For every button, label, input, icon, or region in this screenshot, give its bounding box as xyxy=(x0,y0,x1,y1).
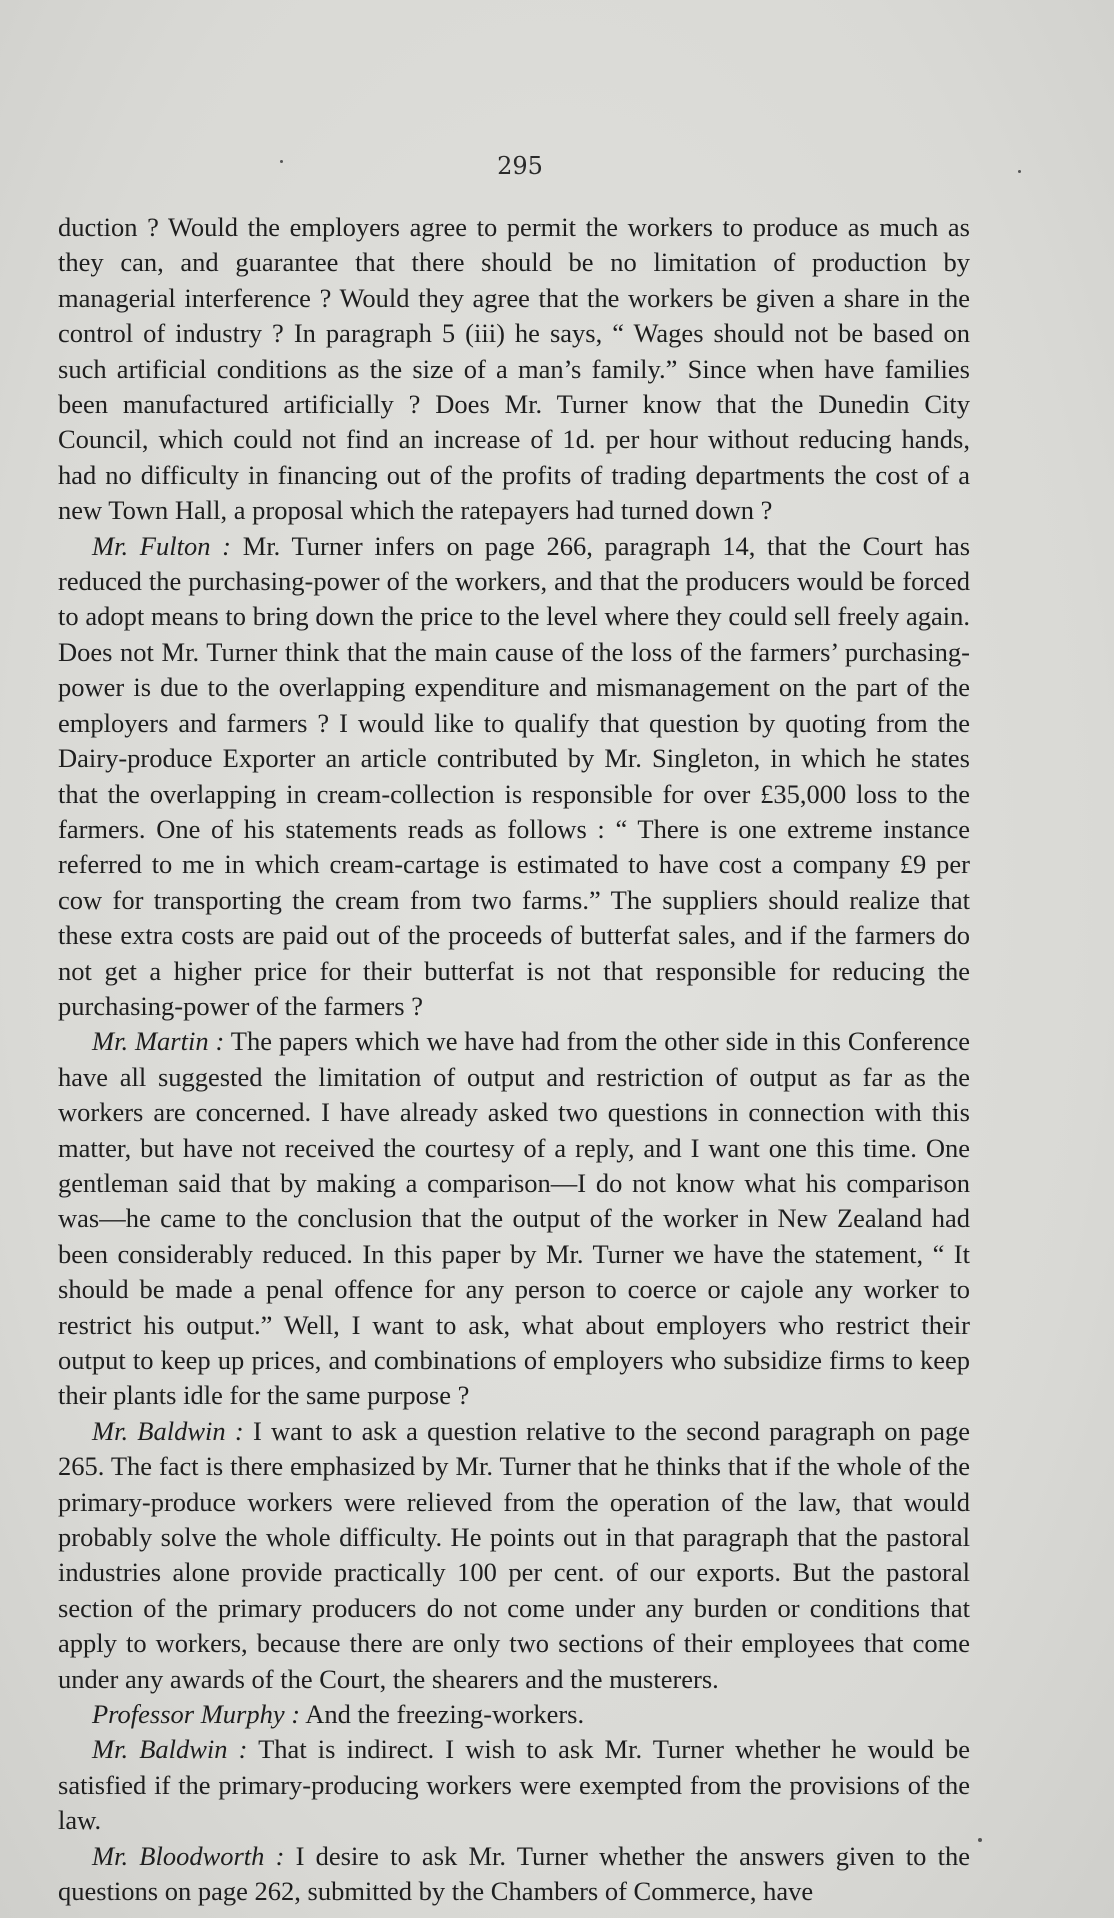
paragraph-fulton xyxy=(58,529,970,1025)
paragraph-text: I desire to ask Mr. Turner whether the answers given to the questions on page 262, submitted by the Chambers of Commerce, have xyxy=(58,1840,970,1907)
speaker-name: Mr. Fulton : xyxy=(92,530,232,561)
speaker-name: Mr. Martin : xyxy=(92,1026,225,1057)
speaker-name: Mr. Baldwin : xyxy=(92,1734,248,1765)
paragraph-text: duction ? Would the employers agree to permit the workers to produce as much as they can, and guarantee that there should be no limitation of production by managerial interference ? Would they agree that the workers be given a share in the control of industry ? In paragraph 5 (iii) he says, “ Wages should not be based on such artificial conditions as the size of a man’s family.” Since when have families been manufactured artificially ? Does Mr. Turner know that the Dunedin City Council, which could not find an increase of 1d. per hour without reducing hands, had no difficulty in financing out of the profits of trading departments the cost of a new Town Hall, a proposal which the ratepayers had turned down ? xyxy=(58,212,970,526)
paragraph-text: I want to ask a question relative to the second paragraph on page 265. The fact is there emphasized by Mr. Turner that he thinks that if the whole of the primary-produce workers were relieved from the operation of the law, that would probably solve the whole difficulty. He points out in that paragraph that the pastoral industries alone provide practically 100 per cent. of our exports. But the pastoral section of the primary producers do not come under any burden or conditions that apply to workers, because there are only two sections of their employees that come under any awards of the Court, the shearers and the musterers. xyxy=(58,1415,970,1694)
paper-speck xyxy=(280,160,283,163)
paragraph-text: The papers which we have had from the other side in this Conference have all suggested the limitation of output and restriction of output as far as the workers are concerned. I have already asked two questions in connection with this matter, but have not received the courtesy of a reply, and I want one this time. One gentleman said that by making a comparison—I do not know what his comparison was—he came to the conclusion that the output of the worker in New Zealand had been considerably reduced. In this paper by Mr. Turner we have the statement, “ It should be made a penal offence for any person to coerce or cajole any worker to restrict his output.” Well, I want to ask, what about employers who restrict their output to keep up prices, and combinations of employers who subsidize firms to keep their plants idle for the same purpose ? xyxy=(58,1026,970,1411)
speaker-name: Professor Murphy : xyxy=(92,1699,301,1730)
paragraph-text: Mr. Turner infers on page 266, paragraph 14, that the Court has reduced the purchasing-power of the workers, and that the producers would be forced to adopt means to bring down the price to the level where they could sell freely again. Does not Mr. Turner think that the main cause of the loss of the farmers’ purchasing-power is due to the overlapping expenditure and mismanagement on the part of the employers and farmers ? I would like to qualify that question by quoting from the Dairy-produce Exporter an article contributed by Mr. Singleton, in which he states that the overlapping in cream-collection is responsible for over £35,000 loss to the farmers. One of his statements reads as follows : “ There is one extreme instance referred to me in which cream-cartage is estimated to have cost a company £9 per cow for transporting the cream from two farms.” The suppliers should realize that these extra costs are paid out of the proceeds of butterfat sales, and if the farmers do not get a higher price for their butterfat is not that responsible for reducing the purchasing-power of the farmers ? xyxy=(58,530,971,1021)
speaker-name: Mr. Baldwin : xyxy=(92,1415,244,1446)
paper-speck xyxy=(978,1838,982,1842)
paragraph-continuation xyxy=(58,210,970,529)
paper-speck xyxy=(1018,170,1021,173)
paragraph-text: That is indirect. I wish to ask Mr. Turner whether he would be satisfied if the primary-producing workers were exempted from the provisions of the law. xyxy=(58,1734,970,1836)
paragraph-text: And the freezing-workers. xyxy=(305,1699,585,1730)
paragraph-baldwin-2 xyxy=(58,1732,970,1838)
speaker-name: Mr. Bloodworth : xyxy=(92,1840,285,1871)
paragraph-martin xyxy=(58,1024,970,1413)
paragraph-baldwin-1 xyxy=(58,1414,970,1697)
page-number: 295 xyxy=(497,152,543,180)
body-text xyxy=(58,210,970,1910)
paragraph-bloodworth xyxy=(58,1839,970,1910)
paragraph-murphy xyxy=(58,1697,970,1732)
